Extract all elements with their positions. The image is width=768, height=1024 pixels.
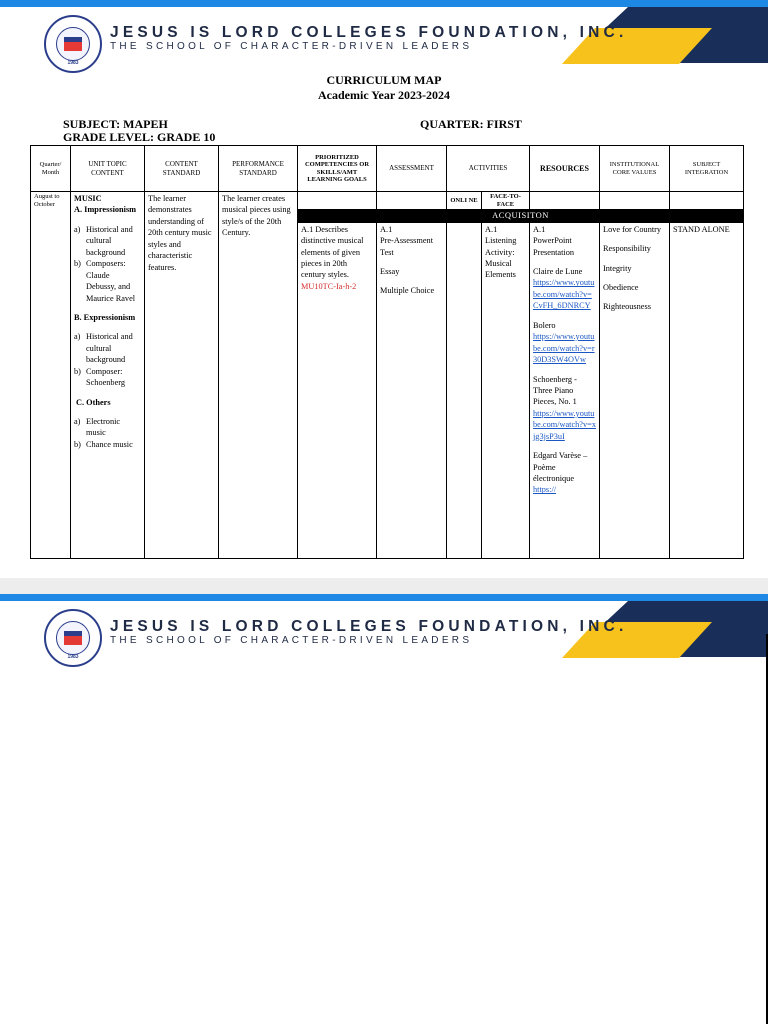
- unit-b-label: B. Expressionism: [74, 312, 136, 322]
- subject-label: SUBJECT: MAPEH: [63, 117, 168, 131]
- header-resources: RESOURCES: [530, 146, 600, 192]
- quarter-label: QUARTER: FIRST: [420, 117, 522, 131]
- unit-c-label: C. Others: [76, 397, 111, 407]
- school-tagline: THE SCHOOL OF CHARACTER-DRIVEN LEADERS: [110, 41, 473, 52]
- document-title: CURRICULUM MAP: [326, 73, 442, 87]
- school-seal-logo: 1983: [44, 15, 102, 73]
- acquisition-banner: ACQUISITON: [298, 210, 744, 223]
- core-values-cell: Love for Country Responsibility Integrity Obedience Righteousness: [600, 222, 670, 558]
- list-item: a) Electronic music: [74, 417, 121, 438]
- unit-topic-cell: [71, 192, 145, 559]
- quarter-month-cell: August to October: [31, 192, 71, 559]
- resources-cell: A.1 PowerPoint Presentation Claire de Lune https://www.youtube.com/watch?v=CvFH_6DNRCY Bolero https://www.youtube.com/watch?v=r30D3SW4OVw Schoenberg - Three Piano Pieces, No. 1 https://www.youtube.com/watch?v=xjg3jsP3uI Edgard Varèse – Poème électronique https://: [530, 222, 600, 558]
- header-performance-standard: PERFORMANCE STANDARD: [219, 146, 298, 192]
- header-competencies: PRIORITIZED COMPETENCIES OR SKILLS/AMT LEARNING GOALS: [298, 146, 377, 192]
- competency-code: MU10TC-Ia-h-2: [301, 281, 357, 291]
- list-item: b) Composers: Claude Debussy, and Maurice Ravel: [74, 259, 136, 303]
- grade-level-label: GRADE LEVEL: GRADE 10: [63, 130, 216, 144]
- header-content-standard: CONTENT STANDARD: [145, 146, 219, 192]
- list-item: a) Historical and cultural background: [74, 332, 133, 365]
- header-blue-bar: [0, 594, 768, 601]
- unit-music: MUSIC: [74, 194, 102, 203]
- header-activities: ACTIVITIES: [447, 146, 530, 192]
- header-quarter-month: Quarter/ Month: [31, 146, 71, 192]
- unit-a-label: A. Impressionism: [74, 205, 137, 215]
- assessment-cell: A.1 Pre-Assessment Test Essay Multiple Choice: [377, 222, 447, 558]
- list-item: b) Chance music: [74, 439, 133, 449]
- online-cell: [447, 222, 482, 558]
- school-header: [0, 594, 768, 674]
- youtube-link[interactable]: https://www.youtube.com/watch?v=r30D3SW4OVw: [533, 332, 595, 365]
- school-name: JESUS IS LORD COLLEGES FOUNDATION, INC.: [110, 618, 628, 635]
- header-core-values: INSTITUTIONAL CORE VALUES: [600, 146, 670, 192]
- youtube-link[interactable]: https://www.youtube.com/watch?v=CvFH_6DNRCY: [533, 278, 595, 311]
- curriculum-map-table: [30, 145, 744, 559]
- header-integration: SUBJECT INTEGRATION: [670, 146, 744, 192]
- list-item: b) Composer: Schoenberg: [74, 366, 126, 388]
- competency-cell: A.1 Describes distinctive musical elements of given pieces in 20th century styles. MU10TC-Ia-h-2: [298, 222, 377, 558]
- header-online: ONLI NE: [447, 192, 482, 210]
- youtube-link[interactable]: https://: [533, 485, 557, 495]
- document-page-2: [0, 594, 768, 1024]
- school-header: [0, 0, 768, 80]
- header-assessment: ASSESSMENT: [377, 146, 447, 192]
- integration-cell: STAND ALONE: [670, 222, 744, 558]
- header-face-to-face: FACE-TO-FACE: [482, 192, 530, 210]
- school-tagline: THE SCHOOL OF CHARACTER-DRIVEN LEADERS: [110, 635, 473, 646]
- table-subheader-row: [31, 192, 744, 210]
- table-header-row: [31, 146, 744, 192]
- header-unit-topic: UNIT TOPIC CONTENT: [71, 146, 145, 192]
- list-item: a) Historical and cultural background: [74, 224, 133, 257]
- content-standard-cell: The learner demonstrates understanding of 20th century music styles and characteristic features.: [145, 192, 219, 559]
- header-blue-bar: [0, 0, 768, 7]
- school-name: JESUS IS LORD COLLEGES FOUNDATION, INC.: [110, 24, 628, 41]
- academic-year: Academic Year 2023-2024: [318, 88, 450, 102]
- face-to-face-cell: A.1 Listening Activity: Musical Elements: [482, 222, 530, 558]
- school-seal-logo: 1983: [44, 609, 102, 667]
- performance-standard-cell: The learner creates musical pieces using style/s of the 20th Century.: [219, 192, 298, 559]
- youtube-link[interactable]: https://www.youtube.com/watch?v=xjg3jsP3uI: [533, 408, 596, 441]
